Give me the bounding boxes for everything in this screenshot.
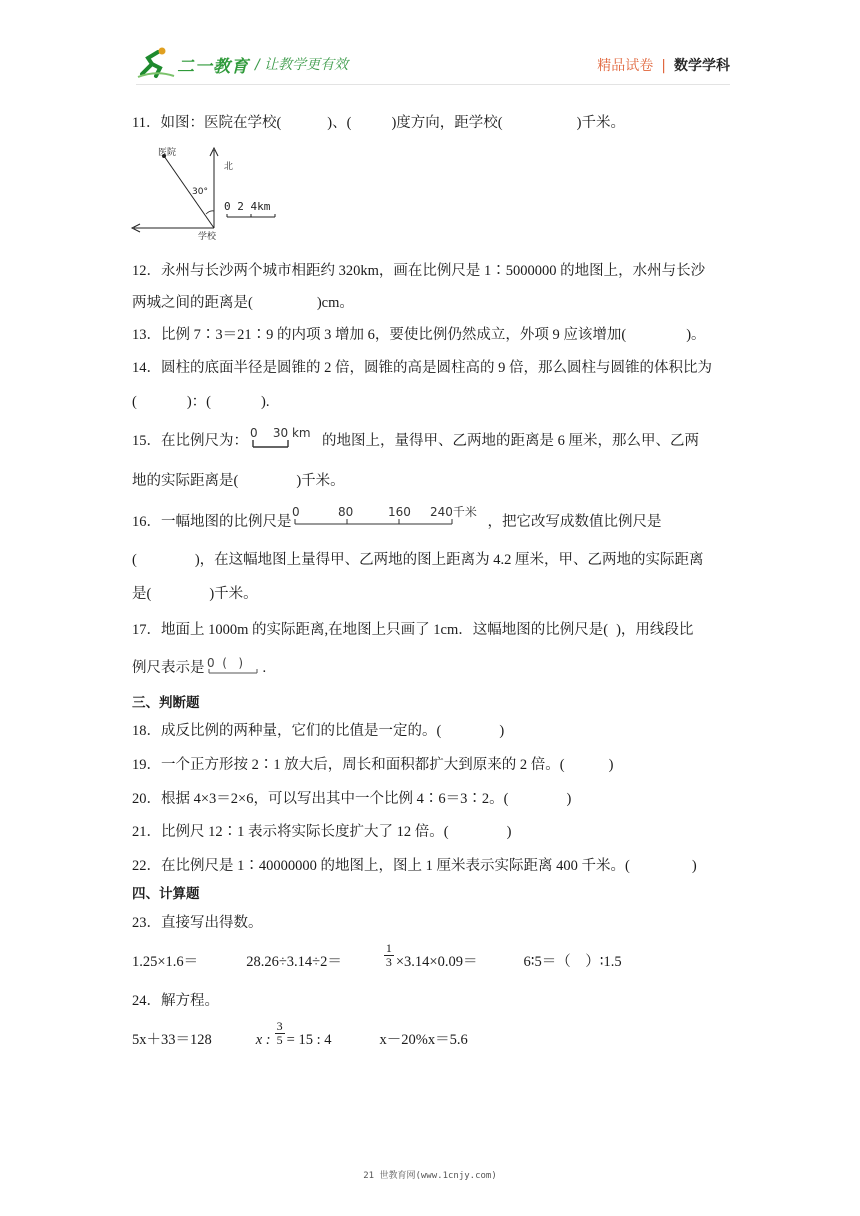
q15-text-a: 15．在比例尺为： [132, 433, 248, 449]
fig-north-label: 北 [224, 162, 234, 172]
q23-fraction: $\frac{1}{3}$ [385, 941, 392, 970]
direction-figure [128, 144, 308, 242]
question-17-line1 [132, 621, 693, 639]
q11-text-a: 11．如图：医院在学校( [132, 115, 282, 131]
q15-text-c: 地的实际距离是( [132, 473, 239, 489]
question-17-line2 [132, 655, 267, 677]
q16-text-d: )，在这幅地图上量得甲、乙两地的图上距离为 4.2 厘米，甲、乙两地的实际距离 [194, 552, 704, 568]
q23-expr-2: 28.26÷3.14÷2＝ [246, 954, 342, 970]
header-premium: 精品试卷 [597, 58, 654, 74]
q15-text-d: )千米。 [296, 473, 345, 489]
q16-text-e: 是( [132, 586, 152, 602]
q19-text-a: 19．一个正方形按 2∶1 放大后，周长和面积都扩大到原来的 2 倍。( [132, 757, 565, 773]
q22-text-b: ) [691, 858, 697, 874]
q12-text-b: )cm。 [316, 295, 354, 311]
q16-text-c: ( [132, 552, 137, 568]
q20-text-a: 20．根据 4×3＝2×6，可以写出其中一个比例 4∶6＝3∶2。( [132, 791, 509, 807]
fig-angle-label: 30° [192, 187, 208, 197]
question-24-title: 24．解方程。 [132, 993, 219, 1009]
scale-bar-240km [292, 505, 488, 531]
question-14-line1: 14．圆柱的底面半径是圆锥的 2 倍，圆锥的高是圆柱高的 9 倍，那么圆柱与圆锥的体积比为 [132, 360, 712, 376]
q21-text-a: 21．比例尺 12∶1 表示将实际长度扩大了 12 倍。( [132, 824, 449, 840]
q23-expr-1: 1.25×1.6＝ [132, 954, 199, 970]
question-16-line3 [132, 585, 258, 603]
header-subject: 数学学科 [674, 58, 730, 74]
q12-text-a: 两城之间的距离是( [132, 295, 253, 311]
question-22 [132, 857, 697, 875]
q24-eq-2-b: = 15 : 4 [286, 1032, 332, 1048]
q24-eq-1: 5x＋33＝128 [132, 1032, 212, 1048]
question-12-line1: 12．永州与长沙两个城市相距约 320km，画在比例尺是 1∶5000000 的地图上，水州与长沙 [132, 263, 706, 279]
q17-text-d: . [262, 660, 267, 676]
blank-scale-bar [205, 655, 263, 677]
question-12-line2 [132, 294, 354, 312]
question-23-exprs [132, 941, 622, 971]
question-18 [132, 722, 504, 740]
q19-text-b: ) [608, 757, 614, 773]
q24-eq-3: x－20%x＝5.6 [379, 1032, 468, 1048]
q11-text-c: )度方向，距学校( [391, 115, 503, 131]
q14-text-b: )：( [186, 394, 212, 410]
section-3-title: 三、判断题 [132, 695, 200, 711]
q18-text-a: 18．成反比例的两种量，它们的比值是一定的。( [132, 723, 442, 739]
fig-hospital-label: 医院 [158, 148, 177, 158]
svg-text:240千米: 240千米 [429, 504, 477, 519]
section-4-title: 四、计算题 [132, 886, 200, 902]
svg-text:0 ( ): 0 ( ) [206, 655, 243, 670]
scale-bar-30km [248, 425, 322, 451]
question-21 [132, 823, 511, 841]
q24-fraction: $\frac{3}{5}$ [276, 1019, 283, 1048]
q17-text-b: )，用线段比 [616, 622, 694, 638]
q20-text-b: ) [566, 791, 572, 807]
q22-text-a: 22．在比例尺是 1∶40000000 的地图上，图上 1 厘米表示实际距离 400 千米。( [132, 858, 630, 874]
question-13 [132, 326, 706, 344]
q17-text-a: 17．地面上 1000m 的实际距离,在地图上只画了 1cm．这幅地图的比例尺是( [132, 622, 609, 638]
q16-text-a: 16．一幅地图的比例尺是 [132, 514, 292, 530]
q23-expr-3: ×3.14×0.09＝ [395, 954, 478, 970]
svg-text:160: 160 [387, 504, 411, 519]
page-header [0, 0, 860, 90]
runner-logo-icon [136, 46, 176, 80]
question-16-line2 [132, 551, 704, 569]
header-right [597, 55, 730, 75]
svg-text:80: 80 [337, 504, 353, 519]
logo-text: 二一教育 [177, 57, 249, 76]
q16-text-f: )千米。 [209, 586, 258, 602]
q24-eq-2-a: x : [255, 1032, 271, 1048]
q11-text-b: )、( [327, 115, 352, 131]
question-19 [132, 756, 613, 774]
q13-text-a: 13．比例 7∶3＝21∶9 的内项 3 增加 6，要使比例仍然成立，外项 9 应该增加( [132, 327, 627, 343]
svg-text:0 30 km: 0 30 km [250, 425, 311, 440]
q17-text-c: 例尺表示是 [132, 660, 205, 676]
q15-text-b: 的地图上，量得甲、乙两地的距离是 6 厘米，那么甲、乙两 [322, 433, 699, 449]
question-16-line1 [132, 504, 662, 531]
slogan: / 让教学更有效 [255, 57, 349, 73]
q13-text-b: )。 [686, 327, 706, 343]
page-footer: 21 世教育网(www.1cnjy.com) [363, 1171, 497, 1181]
svg-text:0: 0 [291, 504, 300, 519]
header-separator: | [661, 58, 666, 74]
question-20 [132, 790, 571, 808]
q23-expr-4: 6∶5＝（ ）∶1.5 [523, 954, 622, 970]
question-11 [132, 114, 625, 132]
q14-text-a: ( [132, 394, 137, 410]
q16-text-b: ，把它改写成数值比例尺是 [487, 514, 662, 530]
question-15-line1 [132, 425, 699, 451]
q14-text-c: ). [261, 394, 270, 410]
q21-text-b: ) [506, 824, 512, 840]
question-23-title: 23．直接写出得数。 [132, 915, 263, 931]
fig-school-label: 学校 [198, 232, 217, 242]
q18-text-b: ) [499, 723, 505, 739]
question-24-exprs [132, 1019, 468, 1049]
question-14-line2 [132, 393, 269, 411]
header-divider [136, 84, 730, 85]
q11-text-d: )千米。 [576, 115, 625, 131]
question-15-line2 [132, 472, 345, 490]
fig-scale-label: 0 2 4km [224, 200, 271, 213]
